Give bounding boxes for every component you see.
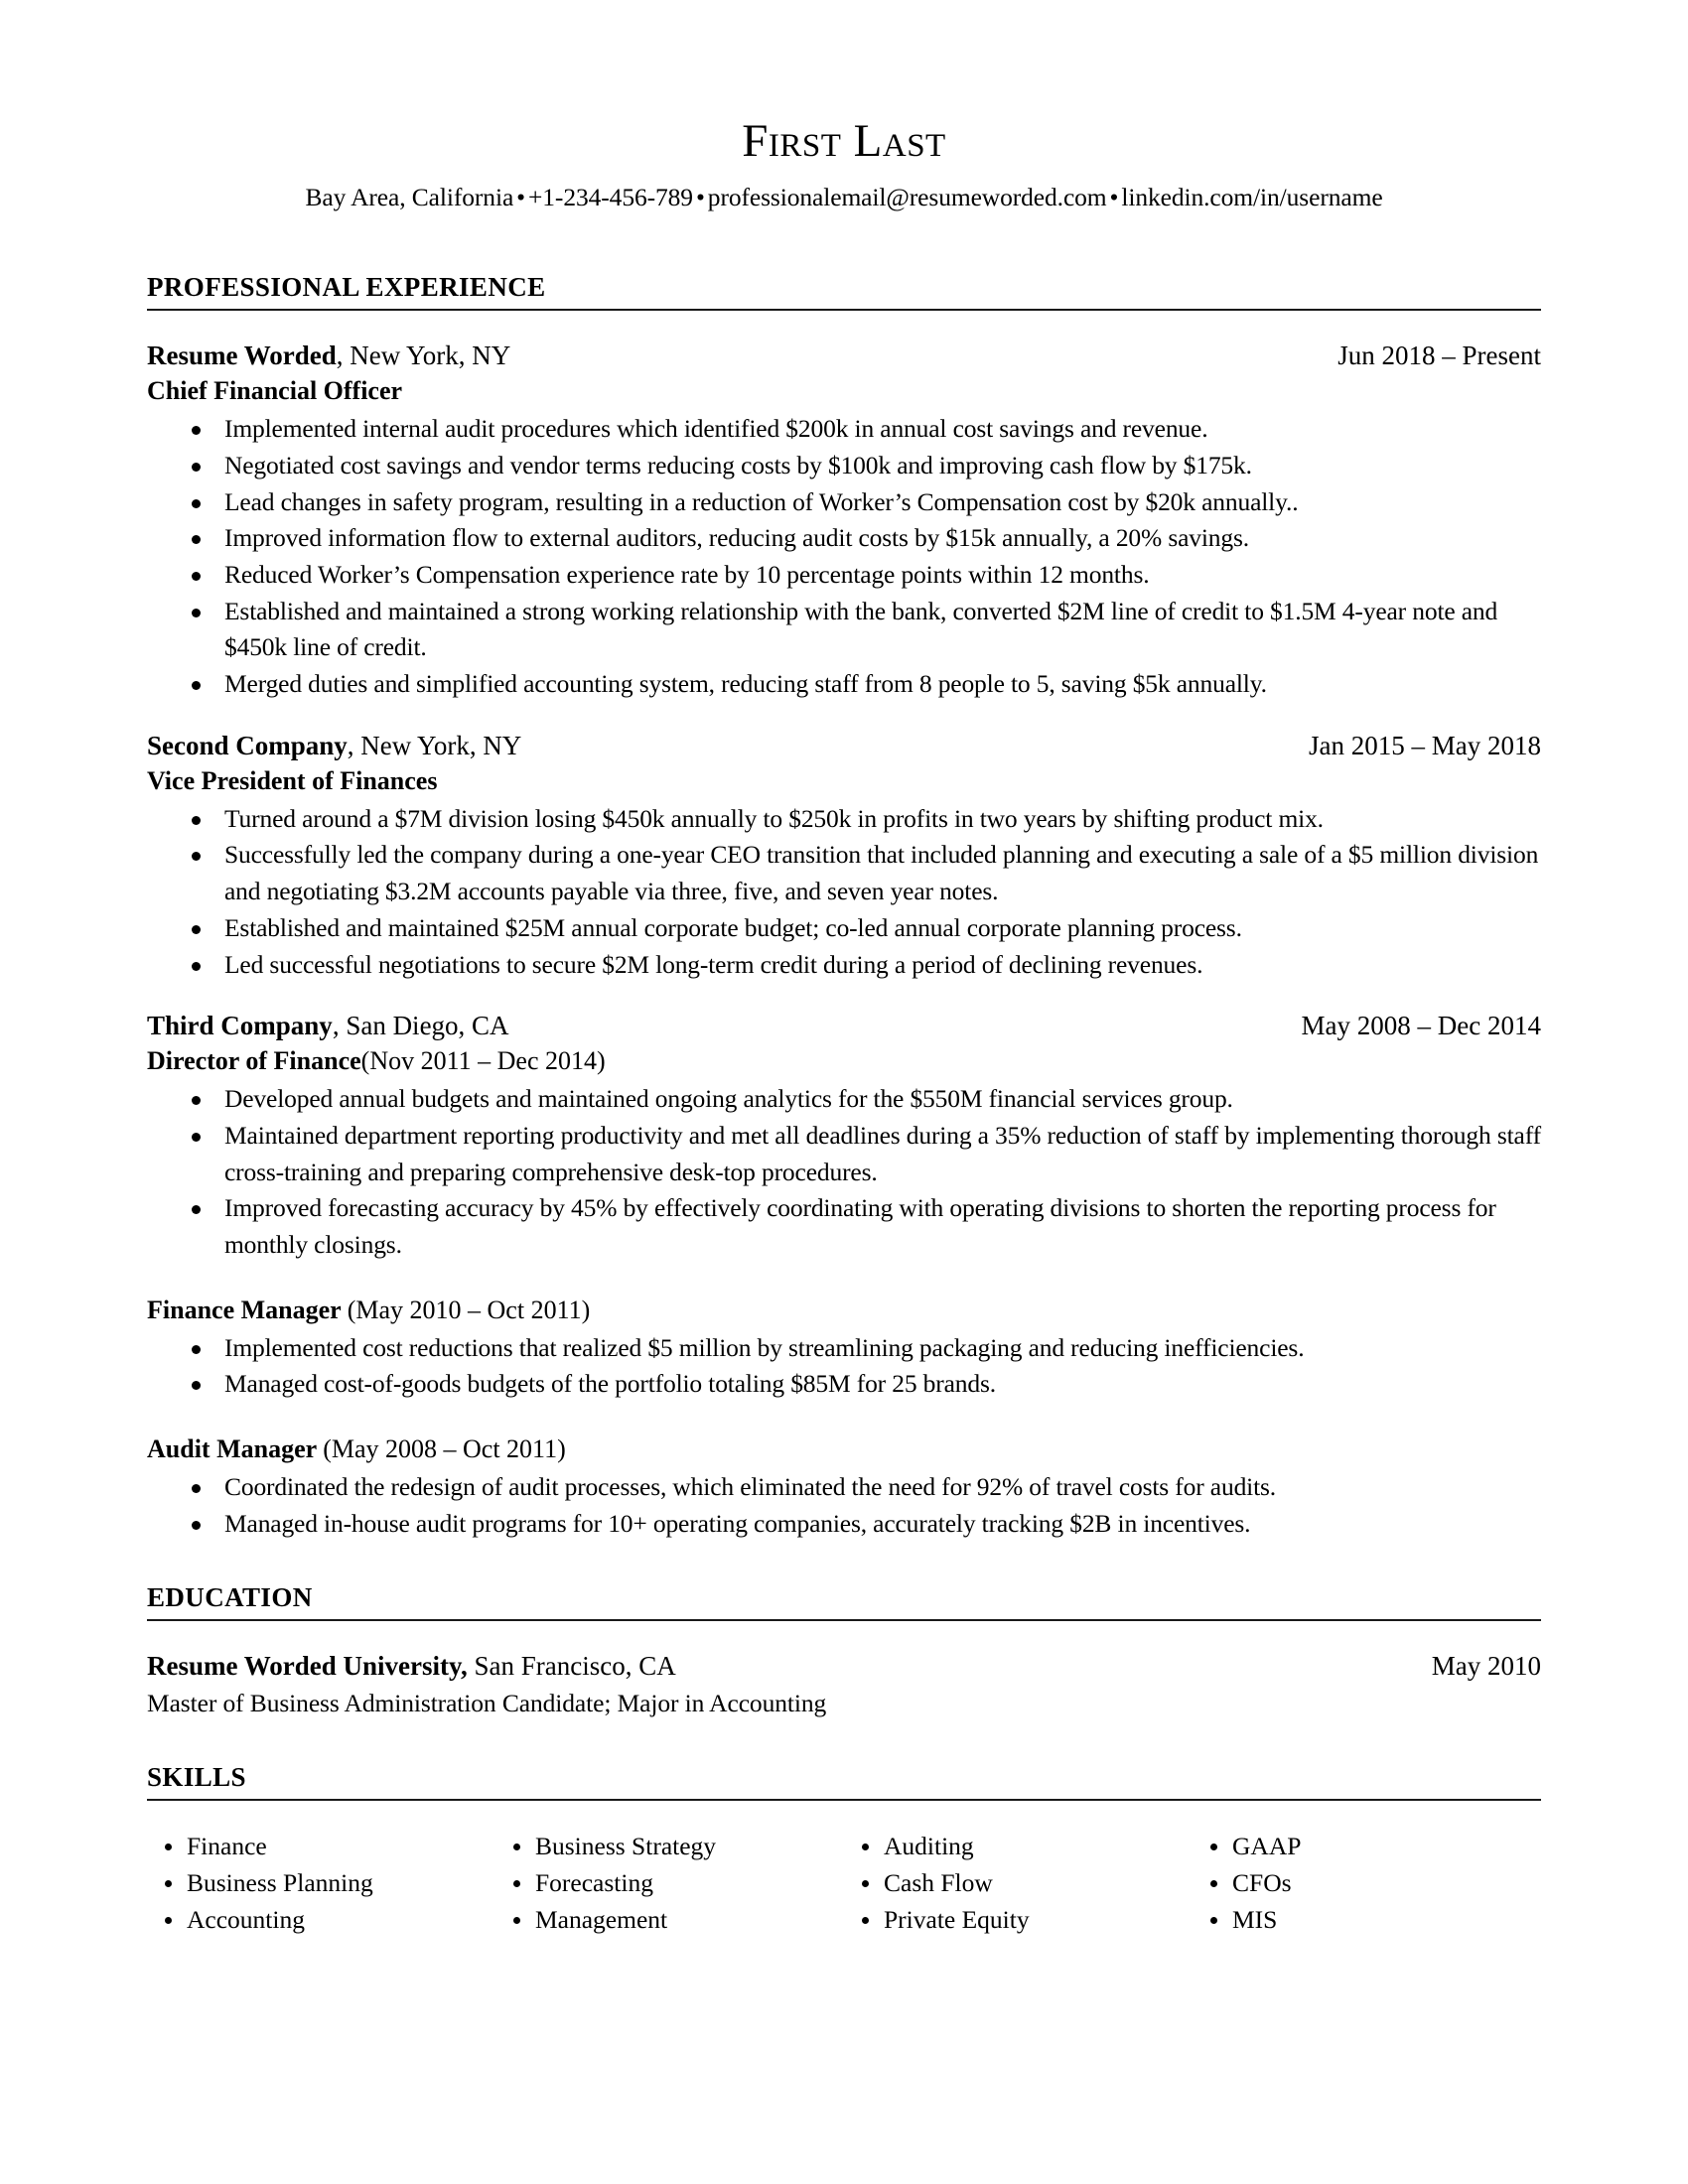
job-bullet: Reduced Worker’s Compensation experience rate by 10 percentage points within 12 months. <box>147 557 1541 594</box>
skills-column <box>495 1829 844 1939</box>
job-bullet: Maintained department reporting productivity and met all deadlines during a 35% reduction of staff by implementing thorough staff cross-training and preparing comprehensive desk-top procedures. <box>147 1118 1541 1190</box>
job-company-name: Resume Worded <box>147 341 337 371</box>
contact-line <box>147 182 1541 213</box>
job-header-row <box>147 339 1541 373</box>
sub-role-title <box>147 1433 1541 1467</box>
job-location: , New York, NY <box>336 341 511 371</box>
section-professional-experience <box>147 271 1541 1542</box>
sub-role-bullet-list <box>147 1469 1541 1542</box>
section-heading-experience: PROFESSIONAL EXPERIENCE <box>147 272 546 303</box>
job-bullet: Lead changes in safety program, resulting in a reduction of Worker’s Compensation cost by $20k annually.. <box>147 484 1541 521</box>
job-bullet: Improved forecasting accuracy by 45% by effectively coordinating with operating divisions to shorten the reporting process for monthly closings. <box>147 1190 1541 1263</box>
section-divider-education <box>147 1619 1541 1621</box>
contact-linkedin[interactable]: linkedin.com/in/username <box>1121 183 1383 212</box>
job-header-row <box>147 1009 1541 1043</box>
job-bullet: Improved information flow to external auditors, reducing audit costs by $15k annually, a 20% savings. <box>147 520 1541 557</box>
contact-location: Bay Area, California <box>305 183 514 212</box>
education-location: San Francisco, CA <box>467 1651 676 1682</box>
education-degree: Master of Business Administration Candidate; Major in Accounting <box>147 1689 827 1718</box>
job-title <box>147 1044 1541 1079</box>
sub-role-bullet-list <box>147 1330 1541 1403</box>
job-header-row <box>147 729 1541 763</box>
skill-item: Auditing <box>860 1829 1193 1865</box>
job-bullet-list <box>147 801 1541 984</box>
sub-role-range: (May 2010 – Oct 2011) <box>347 1295 591 1324</box>
job-entry <box>147 339 1541 703</box>
sub-role-title-text: Audit Manager <box>147 1434 317 1464</box>
sub-role-range: (May 2008 – Oct 2011) <box>323 1434 566 1464</box>
job-bullet: Negotiated cost savings and vendor terms reducing costs by $100k and improving cash flow by $175k. <box>147 448 1541 484</box>
skill-item: GAAP <box>1208 1829 1541 1865</box>
job-bullet: Successfully led the company during a one-year CEO transition that included planning and executing a sale of a $5 million division and negotiating $3.2M accounts payable via three, five, and seven year notes. <box>147 837 1541 909</box>
job-company-line <box>147 729 521 763</box>
skill-item: Finance <box>163 1829 495 1865</box>
job-location: , New York, NY <box>347 730 522 760</box>
job-bullet-list <box>147 411 1541 703</box>
skill-item: Cash Flow <box>860 1865 1193 1902</box>
skill-item: MIS <box>1208 1902 1541 1939</box>
job-company-name: Second Company <box>147 730 348 760</box>
job-title-text: Director of Finance <box>147 1046 361 1076</box>
section-divider-skills <box>147 1799 1541 1801</box>
job-title: Vice President of Finances <box>147 765 438 795</box>
section-skills <box>147 1761 1541 1939</box>
skill-item: Business Strategy <box>511 1829 844 1865</box>
job-bullet: Developed annual budgets and maintained ongoing analytics for the $550M financial services group. <box>147 1081 1541 1118</box>
job-bullet: Merged duties and simplified accounting system, reducing staff from 8 people to 5, saving $5k annually. <box>147 666 1541 703</box>
job-entry <box>147 729 1541 984</box>
candidate-name: First Last <box>742 115 946 167</box>
job-bullet: Implemented internal audit procedures which identified $200k in annual cost savings and revenue. <box>147 411 1541 448</box>
job-bullet: Turned around a $7M division losing $450k annually to $250k in profits in two years by shifting product mix. <box>147 801 1541 838</box>
skills-column <box>147 1829 495 1939</box>
job-location: , San Diego, CA <box>332 1011 509 1041</box>
job-dates: May 2008 – Dec 2014 <box>1301 1011 1541 1041</box>
job-bullet: Implemented cost reductions that realized $5 million by streamlining packaging and reducing inefficiencies. <box>147 1330 1541 1367</box>
section-heading-skills: SKILLS <box>147 1762 246 1793</box>
job-title: Chief Financial Officer <box>147 376 403 406</box>
contact-separator-2: • <box>695 183 705 212</box>
job-company-line <box>147 1009 509 1043</box>
job-bullet: Managed cost-of-goods budgets of the portfolio totaling $85M for 25 brands. <box>147 1366 1541 1403</box>
education-entry <box>147 1649 1541 1721</box>
skill-item: Management <box>511 1902 844 1939</box>
job-company-name: Third Company <box>147 1011 333 1041</box>
job-dates: Jan 2015 – May 2018 <box>1309 730 1541 760</box>
sub-role-title-text: Finance Manager <box>147 1295 342 1324</box>
skills-grid <box>147 1829 1541 1939</box>
education-date: May 2010 <box>1431 1651 1541 1682</box>
skill-item: Accounting <box>163 1902 495 1939</box>
job-bullet-list <box>147 1081 1541 1264</box>
job-bullet: Managed in-house audit programs for 10+ operating companies, accurately tracking $2B in incentives. <box>147 1506 1541 1543</box>
job-bullet: Established and maintained $25M annual corporate budget; co-led annual corporate planning process. <box>147 910 1541 947</box>
contact-separator-3: • <box>1109 183 1119 212</box>
section-divider-experience <box>147 309 1541 311</box>
contact-phone: +1-234-456-789 <box>528 183 693 212</box>
skills-column <box>844 1829 1193 1939</box>
skills-column <box>1193 1829 1541 1939</box>
sub-role-entry <box>147 1294 1541 1403</box>
education-school: Resume Worded University, <box>147 1651 468 1682</box>
spacer <box>147 1721 1541 1761</box>
job-title-range: (Nov 2011 – Dec 2014) <box>360 1046 606 1076</box>
education-school-line <box>147 1649 676 1684</box>
skill-item: Private Equity <box>860 1902 1193 1939</box>
sub-role-title <box>147 1294 1541 1328</box>
skill-item: Business Planning <box>163 1865 495 1902</box>
contact-separator-1: • <box>516 183 525 212</box>
job-dates: Jun 2018 – Present <box>1337 341 1541 371</box>
skill-item: Forecasting <box>511 1865 844 1902</box>
job-company-line <box>147 339 510 373</box>
job-bullet: Coordinated the redesign of audit processes, which eliminated the need for 92% of travel costs for audits. <box>147 1469 1541 1506</box>
spacer <box>147 1542 1541 1581</box>
sub-role-entry <box>147 1433 1541 1542</box>
section-heading-education: EDUCATION <box>147 1582 313 1613</box>
job-bullet: Established and maintained a strong working relationship with the bank, converted $2M line of credit to $1.5M 4-year note and $450k line of credit. <box>147 594 1541 666</box>
education-header-row <box>147 1649 1541 1684</box>
resume-header <box>147 117 1541 213</box>
skill-item: CFOs <box>1208 1865 1541 1902</box>
job-bullet: Led successful negotiations to secure $2M long-term credit during a period of declining revenues. <box>147 947 1541 984</box>
job-entry <box>147 1009 1541 1542</box>
section-education <box>147 1581 1541 1721</box>
contact-email[interactable]: professionalemail@resumeworded.com <box>707 183 1107 212</box>
